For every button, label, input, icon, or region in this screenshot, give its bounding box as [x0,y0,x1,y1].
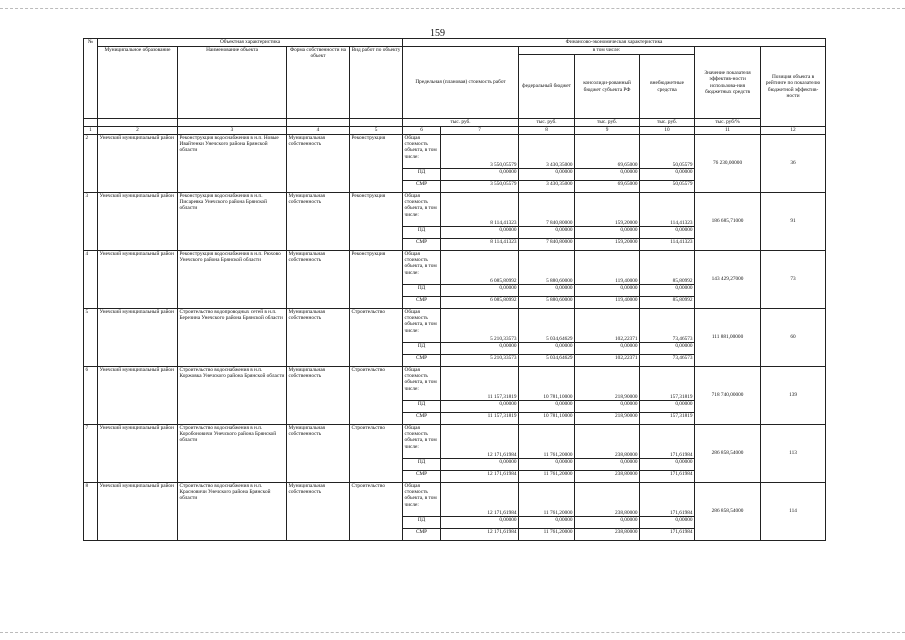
row-label-pd: ПД [403,285,441,297]
header-unit-empty [98,119,178,127]
row-position: 36 [761,135,826,193]
row-pd-federal: 0,00000 [519,459,575,471]
row-total-cost: 11 157,31819 [441,367,519,401]
row-number: 5 [84,309,98,367]
row-pd-cost: 0,00000 [441,517,519,529]
row-smr-federal: 5 880,60000 [519,297,575,309]
table-row [84,309,826,343]
header-unit-fed: тыс. руб. [519,119,575,127]
table-row [84,483,826,517]
row-pd-federal: 0,00000 [519,227,575,239]
row-label-pd: ПД [403,227,441,239]
row-label-pd: ПД [403,517,441,529]
column-number-row [84,127,826,135]
row-total-cost: 6 085,80992 [441,251,519,285]
row-total-federal: 11 761,20000 [519,425,575,459]
row-label-total: Общая стоимость объекта, в том числе: [403,425,441,459]
row-indicator: 143 429,27000 [695,251,761,309]
page-number: 159 [430,28,445,39]
row-label-pd: ПД [403,169,441,181]
row-object-name: Реконструкция водоснабжения в н.п. Рюхово Унечского района Брянской области [178,251,287,309]
row-total-extrabudget: 85,80992 [640,251,695,285]
row-smr-cost: 12 171,61984 [441,471,519,483]
row-pd-extrabudget: 0,00000 [640,343,695,355]
row-smr-federal: 11 761,20000 [519,471,575,483]
row-label-pd: ПД [403,459,441,471]
header-indicator: Значение показателя эффектив-ности использова-ния бюджетных средств [695,47,761,119]
row-label-total: Общая стоимость объекта, в том числе: [403,309,441,343]
row-pd-extrabudget: 0,00000 [640,401,695,413]
row-label-smr: СМР [403,529,441,541]
header-unit-empty [84,119,98,127]
row-position: 113 [761,425,826,483]
row-total-cost: 5 210,33573 [441,309,519,343]
header-unit-reg: тыс. руб. [575,119,640,127]
row-pd-regional: 0,00000 [575,227,640,239]
row-smr-regional: 119,40000 [575,297,640,309]
row-total-extrabudget: 73,46573 [640,309,695,343]
row-label-total: Общая стоимость объекта, в том числе: [403,135,441,169]
row-label-smr: СМР [403,355,441,367]
column-number: 7 [441,127,519,135]
row-pd-regional: 0,00000 [575,401,640,413]
row-number: 8 [84,483,98,541]
row-pd-extrabudget: 0,00000 [640,227,695,239]
row-smr-cost: 12 171,61984 [441,529,519,541]
row-smr-extrabudget: 171,61984 [640,471,695,483]
row-municipality: Унечский муниципальный район [98,367,178,425]
row-total-federal: 3 430,35000 [519,135,575,169]
scan-border-bottom [0,632,905,633]
header-no: № [84,39,98,119]
column-number: 3 [178,127,287,135]
row-total-federal: 5 880,60000 [519,251,575,285]
row-work-type: Строительство [350,309,403,367]
row-pd-cost: 0,00000 [441,227,519,239]
row-position: 114 [761,483,826,541]
row-work-type: Строительство [350,367,403,425]
row-total-cost: 12 171,61984 [441,483,519,517]
row-total-regional: 119,40000 [575,251,640,285]
row-smr-regional: 238,80000 [575,471,640,483]
row-municipality: Унечский муниципальный район [98,135,178,193]
table-row [84,135,826,169]
row-total-regional: 238,80000 [575,425,640,459]
row-number: 4 [84,251,98,309]
row-ownership: Муниципальная собственность [287,367,350,425]
column-number: 4 [287,127,350,135]
row-smr-cost: 5 210,33573 [441,355,519,367]
row-work-type: Реконструкция [350,135,403,193]
header-position: Позиция объекта в рейтинге по показателю бюджетной эффектив-ности [761,47,826,127]
row-smr-extrabudget: 50,05579 [640,181,695,193]
header-unit-cost: тыс. руб. [403,119,519,127]
row-pd-extrabudget: 0,00000 [640,459,695,471]
column-number: 6 [403,127,441,135]
header-work-type: Вид работ по объекту [350,47,403,119]
row-object-name: Реконструкция водоснабжения в н.п. Новые Ивайтенки Унечского района Брянской области [178,135,287,193]
row-number: 2 [84,135,98,193]
column-number: 5 [350,127,403,135]
row-smr-extrabudget: 114,41323 [640,239,695,251]
row-smr-regional: 102,22371 [575,355,640,367]
row-label-smr: СМР [403,239,441,251]
table-row [84,425,826,459]
row-work-type: Строительство [350,483,403,541]
row-total-regional: 69,65000 [575,135,640,169]
row-object-name: Строительство водопроводных сетей в н.п. Березина Унечского района Брянской области [178,309,287,367]
row-pd-federal: 0,00000 [519,343,575,355]
row-total-extrabudget: 50,05579 [640,135,695,169]
row-smr-cost: 3 550,05579 [441,181,519,193]
row-smr-extrabudget: 73,46573 [640,355,695,367]
row-ownership: Муниципальная собственность [287,251,350,309]
row-total-federal: 5 034,64629 [519,309,575,343]
row-smr-cost: 8 114,41323 [441,239,519,251]
header-extrabudget: внебюджетные средства [640,55,695,119]
row-position: 60 [761,309,826,367]
row-smr-cost: 11 157,31819 [441,413,519,425]
row-total-extrabudget: 157,31819 [640,367,695,401]
row-indicator: 186 685,71000 [695,193,761,251]
row-smr-regional: 159,20000 [575,239,640,251]
column-number: 11 [695,127,761,135]
row-total-regional: 159,20000 [575,193,640,227]
header-cost: Предельная (плановая) стоимость работ [403,47,519,119]
row-work-type: Строительство [350,425,403,483]
row-smr-cost: 6 085,80992 [441,297,519,309]
row-total-regional: 102,22371 [575,309,640,343]
row-ownership: Муниципальная собственность [287,483,350,541]
row-total-cost: 8 114,41323 [441,193,519,227]
row-number: 6 [84,367,98,425]
row-label-total: Общая стоимость объекта, в том числе: [403,251,441,285]
row-label-smr: СМР [403,297,441,309]
table-header [84,39,826,135]
row-total-federal: 11 761,20000 [519,483,575,517]
row-smr-extrabudget: 157,31819 [640,413,695,425]
row-smr-regional: 218,90000 [575,413,640,425]
row-pd-extrabudget: 0,00000 [640,169,695,181]
row-municipality: Унечский муниципальный район [98,425,178,483]
row-pd-federal: 0,00000 [519,517,575,529]
row-municipality: Унечский муниципальный район [98,193,178,251]
investment-table [83,38,826,541]
row-municipality: Унечский муниципальный район [98,251,178,309]
row-indicator: 286 858,54000 [695,425,761,483]
row-pd-regional: 0,00000 [575,285,640,297]
row-pd-cost: 0,00000 [441,169,519,181]
row-total-regional: 218,90000 [575,367,640,401]
row-pd-cost: 0,00000 [441,285,519,297]
row-number: 7 [84,425,98,483]
row-smr-extrabudget: 171,61984 [640,529,695,541]
row-smr-extrabudget: 85,80992 [640,297,695,309]
row-smr-federal: 3 430,35000 [519,181,575,193]
row-label-smr: СМР [403,181,441,193]
row-total-federal: 7 840,80000 [519,193,575,227]
column-number: 9 [575,127,640,135]
row-total-cost: 12 171,61984 [441,425,519,459]
row-smr-federal: 5 034,64629 [519,355,575,367]
row-ownership: Муниципальная собственность [287,135,350,193]
row-work-type: Реконструкция [350,193,403,251]
table-row [84,251,826,285]
row-indicator: 718 740,00000 [695,367,761,425]
row-total-federal: 10 781,10000 [519,367,575,401]
row-municipality: Унечский муниципальный район [98,309,178,367]
header-object-char: Объектная характеристика [98,39,403,47]
row-position: 91 [761,193,826,251]
row-label-total: Общая стоимость объекта, в том числе: [403,367,441,401]
header-unit-ind: тыс. руб/% [695,119,761,127]
header-unit-empty [350,119,403,127]
row-total-extrabudget: 171,61984 [640,483,695,517]
row-total-extrabudget: 114,41323 [640,193,695,227]
column-number: 8 [519,127,575,135]
row-object-name: Строительство водоснабжения в н.п. Красновичи Унечского района Брянской области [178,483,287,541]
header-unit-empty [178,119,287,127]
row-label-smr: СМР [403,413,441,425]
column-number: 2 [98,127,178,135]
row-pd-extrabudget: 0,00000 [640,285,695,297]
row-position: 73 [761,251,826,309]
row-indicator: 286 858,54000 [695,483,761,541]
row-municipality: Унечский муниципальный район [98,483,178,541]
row-pd-federal: 0,00000 [519,401,575,413]
row-total-cost: 3 550,05579 [441,135,519,169]
row-pd-cost: 0,00000 [441,459,519,471]
row-ownership: Муниципальная собственность [287,193,350,251]
header-municipality: Муниципальное образование [98,47,178,119]
row-smr-regional: 238,80000 [575,529,640,541]
table-body [84,135,826,541]
row-pd-regional: 0,00000 [575,343,640,355]
row-smr-federal: 10 781,10000 [519,413,575,425]
row-smr-regional: 69,65000 [575,181,640,193]
row-label-total: Общая стоимость объекта, в том числе: [403,483,441,517]
row-total-extrabudget: 171,61984 [640,425,695,459]
header-federal: федеральный бюджет [519,55,575,119]
row-pd-extrabudget: 0,00000 [640,517,695,529]
scan-border-top [0,8,905,9]
header-fin-char: Финансово-экономическая характеристика [403,39,826,47]
row-position: 139 [761,367,826,425]
header-object-name: Наименование объекта [178,47,287,119]
row-indicator: 111 881,00000 [695,309,761,367]
row-label-pd: ПД [403,343,441,355]
row-smr-federal: 11 761,20000 [519,529,575,541]
row-label-pd: ПД [403,401,441,413]
row-total-regional: 238,80000 [575,483,640,517]
table-row [84,193,826,227]
row-pd-federal: 0,00000 [519,285,575,297]
header-unit-empty [287,119,350,127]
row-label-total: Общая стоимость объекта, в том числе: [403,193,441,227]
column-number: 10 [640,127,695,135]
header-regional: консолиди-рованный бюджет субъекта РФ [575,55,640,119]
row-ownership: Муниципальная собственность [287,425,350,483]
header-unit-ext: тыс. руб. [640,119,695,127]
row-label-smr: СМР [403,471,441,483]
header-incl: в том числе: [519,47,695,55]
row-indicator: 76 230,00000 [695,135,761,193]
header-ownership: Форма собственности на объект [287,47,350,119]
row-pd-regional: 0,00000 [575,517,640,529]
row-smr-federal: 7 840,80000 [519,239,575,251]
column-number: 12 [761,127,826,135]
row-object-name: Строительство водоснабжения в н.п. Коржовка Унечского района Брянской области [178,367,287,425]
row-pd-regional: 0,00000 [575,459,640,471]
row-object-name: Строительство водоснабжения в н.п. Коробоновичи Унечского района Брянской области [178,425,287,483]
column-number: 1 [84,127,98,135]
row-pd-federal: 0,00000 [519,169,575,181]
row-work-type: Реконструкция [350,251,403,309]
row-pd-cost: 0,00000 [441,343,519,355]
row-pd-regional: 0,00000 [575,169,640,181]
row-object-name: Реконструкция водоснабжения в н.п. Писаревка Унечского района Брянской области [178,193,287,251]
row-pd-cost: 0,00000 [441,401,519,413]
row-ownership: Муниципальная собственность [287,309,350,367]
table-row [84,367,826,401]
row-number: 3 [84,193,98,251]
